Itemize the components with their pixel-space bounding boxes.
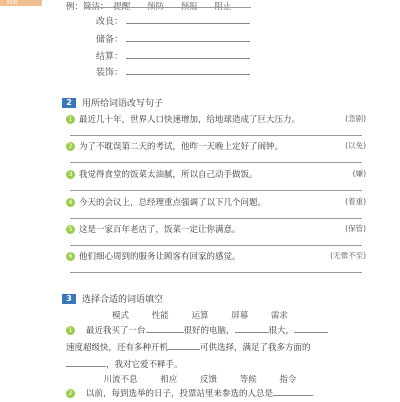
example-option: 预报 bbox=[180, 2, 198, 12]
answer-line[interactable] bbox=[70, 135, 362, 136]
question-hint: (无微不至) bbox=[330, 251, 366, 260]
answer-line[interactable] bbox=[70, 218, 362, 219]
answer-blank[interactable] bbox=[126, 23, 250, 24]
question-number: 4 bbox=[66, 198, 75, 207]
question-text: 他们细心周到的服务让顾客有回家的感觉。 bbox=[79, 252, 241, 262]
word-bank-item: 性能 bbox=[151, 311, 169, 321]
fill-blank-paragraph bbox=[66, 385, 366, 402]
word-bank-item: 屏幕 bbox=[231, 311, 249, 321]
example-row bbox=[66, 0, 245, 12]
paragraph-text: 很大， bbox=[268, 326, 295, 336]
section-number: 3 bbox=[62, 294, 76, 304]
question-number: 1 bbox=[66, 115, 75, 124]
word-item-label: 储备： bbox=[96, 35, 124, 45]
question-text: 为了不耽误第二天的考试，他昨一天晚上定好了闹钟。 bbox=[79, 142, 284, 152]
answer-blank[interactable] bbox=[126, 74, 250, 75]
question-hint: (着重) bbox=[345, 197, 366, 206]
answer-blank[interactable] bbox=[126, 58, 250, 59]
question-text: 我觉得食堂的饭菜太油腻，所以自己动手做饭。 bbox=[79, 170, 258, 180]
word-item bbox=[96, 14, 123, 27]
question-item bbox=[66, 140, 366, 152]
word-bank-item: 运算 bbox=[191, 311, 209, 321]
word-item-label: 装饰： bbox=[96, 68, 124, 78]
question-item bbox=[66, 113, 366, 125]
word-bank-item: 指令 bbox=[279, 375, 297, 385]
answer-line[interactable] bbox=[70, 190, 362, 191]
example-underline bbox=[84, 7, 251, 8]
section-tab bbox=[0, 0, 42, 6]
section-3-header bbox=[62, 292, 163, 305]
section-title: 选择合适的词语填空 bbox=[82, 295, 164, 305]
example-label: 例：简洁： bbox=[66, 2, 109, 12]
question-number: 2 bbox=[66, 142, 75, 151]
question-hint: (以免) bbox=[345, 141, 366, 150]
word-bank-item: 反馈 bbox=[199, 375, 217, 385]
question-number: 1 bbox=[66, 326, 75, 335]
answer-line[interactable] bbox=[70, 162, 362, 163]
paragraph-text: 速度超级快，还有多种开机 bbox=[66, 343, 169, 353]
question-item bbox=[66, 250, 366, 262]
question-number: 3 bbox=[66, 170, 75, 179]
question-text: 最近几十年，世界人口快速增加，给地球造成了巨大压力。 bbox=[79, 115, 301, 125]
question-number: 5 bbox=[66, 225, 75, 234]
fill-blank[interactable] bbox=[294, 322, 328, 333]
word-bank-item: 等候 bbox=[239, 375, 257, 385]
fill-blank[interactable] bbox=[146, 322, 184, 333]
question-text: 这是一家百年老店了，饭菜一定让你满意。 bbox=[79, 225, 241, 235]
answer-line[interactable] bbox=[70, 245, 362, 246]
word-bank-item: 相应 bbox=[160, 375, 178, 385]
question-item bbox=[66, 196, 366, 208]
section-number: 2 bbox=[62, 98, 76, 108]
fill-blank[interactable] bbox=[235, 322, 269, 333]
word-item bbox=[96, 65, 123, 78]
word-bank-item: 需求 bbox=[270, 311, 288, 321]
fill-blank-paragraph bbox=[66, 322, 366, 373]
question-number: 2 bbox=[66, 389, 75, 398]
question-number: 6 bbox=[66, 252, 75, 261]
word-bank-item: 川流不息 bbox=[103, 375, 138, 385]
word-item bbox=[96, 49, 123, 62]
word-bank-b bbox=[0, 373, 400, 385]
section-tab-label: 词语 bbox=[6, 0, 19, 6]
example-option: 预防 bbox=[146, 2, 164, 12]
answer-line[interactable] bbox=[70, 272, 362, 273]
paragraph-text: 可供选择，满足了我多方面的 bbox=[200, 343, 311, 353]
question-item bbox=[66, 223, 366, 235]
section-2-header bbox=[62, 96, 163, 109]
fill-blank[interactable] bbox=[66, 356, 106, 367]
fill-blank[interactable] bbox=[168, 339, 200, 350]
question-hint: (嫌) bbox=[352, 169, 366, 178]
paragraph-text: 以前，每到选举的日子，投票站里来参选的人总是 bbox=[86, 389, 274, 399]
question-hint: (保管) bbox=[345, 224, 366, 233]
word-item-label: 结算： bbox=[96, 52, 124, 62]
word-bank-item: 模式 bbox=[112, 311, 130, 321]
word-item bbox=[96, 32, 123, 45]
example-option: 提醒 bbox=[113, 2, 131, 12]
question-hint: (急剧) bbox=[345, 114, 366, 123]
paragraph-text: 很好的电脑， bbox=[183, 326, 235, 336]
paragraph-text: ，我对它爱不释手。 bbox=[106, 360, 183, 370]
question-item bbox=[66, 168, 366, 180]
paragraph-text: 最近我买了一台 bbox=[86, 326, 146, 336]
answer-blank[interactable] bbox=[126, 41, 250, 42]
fill-blank[interactable] bbox=[273, 385, 313, 396]
section-title: 用所给词语改写句子 bbox=[82, 99, 164, 109]
question-text: 今天的会议上，总经理重点强调了以下几个问题。 bbox=[79, 198, 267, 208]
word-bank-a bbox=[0, 309, 400, 321]
word-item-label: 改良： bbox=[96, 17, 124, 27]
example-option: 阻止 bbox=[214, 2, 232, 12]
